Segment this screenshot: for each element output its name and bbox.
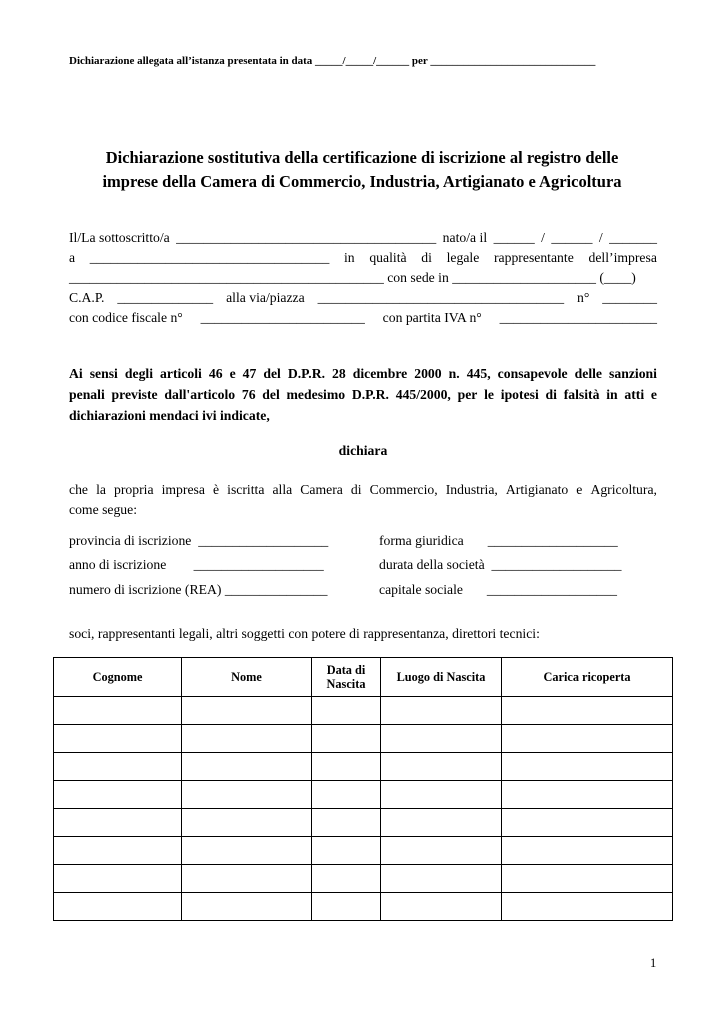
word: impresa	[161, 482, 205, 497]
reg-numero-rea: numero di iscrizione (REA) _______________	[69, 582, 328, 597]
word: propria	[114, 482, 154, 497]
table-row	[54, 781, 673, 809]
reg-anno: anno di iscrizione ___________________	[69, 557, 324, 572]
attachment-header: Dichiarazione allegata all’istanza presentata in data _____/_____/______ per ______________________________	[69, 55, 596, 67]
word: le	[484, 387, 495, 402]
word: sanzioni	[609, 366, 657, 381]
table-cell[interactable]	[182, 893, 312, 921]
word: con codice fiscale n°	[69, 310, 183, 325]
table-cell[interactable]	[381, 725, 502, 753]
table-cell[interactable]	[381, 781, 502, 809]
col-data-nascita-l2: Nascita	[326, 677, 366, 691]
table-cell[interactable]	[381, 837, 502, 865]
word: Artigianato	[505, 482, 569, 497]
legal-basis-line-2	[69, 387, 657, 403]
table-row	[54, 697, 673, 725]
word: ________________________	[200, 310, 365, 325]
word: articoli	[160, 366, 202, 381]
document-title-line-1: Dichiarazione sostitutiva della certificazione di iscrizione al registro delle	[105, 148, 619, 167]
table-cell[interactable]	[54, 809, 182, 837]
declarant-row-2	[69, 250, 657, 266]
word: _______________________	[499, 310, 657, 325]
word: ____________________________________	[317, 290, 565, 305]
word: 46	[208, 366, 223, 381]
word: Ai	[69, 366, 83, 381]
word: con partita IVA n°	[382, 310, 482, 325]
table-cell[interactable]	[312, 809, 381, 837]
table-cell[interactable]	[54, 893, 182, 921]
word: per	[457, 387, 478, 402]
word: delle	[574, 366, 603, 381]
word: dall'articolo	[164, 387, 236, 402]
statement-line-2: come segue:	[69, 502, 138, 517]
table-cell[interactable]	[312, 837, 381, 865]
table-cell[interactable]	[502, 865, 673, 893]
word: ipotesi	[500, 387, 539, 402]
word: di	[350, 482, 362, 497]
word: e	[576, 482, 583, 497]
table-row	[54, 893, 673, 921]
word: iscritta	[227, 482, 265, 497]
word: degli	[124, 366, 154, 381]
table-cell[interactable]	[182, 725, 312, 753]
reg-durata: durata della società ___________________	[379, 557, 622, 572]
table-cell[interactable]	[502, 697, 673, 725]
table-row	[54, 865, 673, 893]
word: del	[262, 387, 280, 402]
word: penali	[69, 387, 105, 402]
word: _______	[609, 230, 657, 245]
word: ______	[551, 230, 593, 245]
reg-capitale: capitale sociale ___________________	[379, 582, 617, 597]
word: Agricoltura,	[590, 482, 657, 497]
persons-table	[53, 657, 673, 921]
word: è	[213, 482, 220, 497]
word: 445/2000,	[395, 387, 451, 402]
word: Commercio,	[369, 482, 438, 497]
word: che	[69, 482, 88, 497]
table-cell[interactable]	[54, 781, 182, 809]
table-cell[interactable]	[54, 837, 182, 865]
table-cell[interactable]	[312, 893, 381, 921]
word: rappresentante	[493, 250, 574, 265]
table-cell[interactable]	[312, 865, 381, 893]
word: Camera	[300, 482, 343, 497]
word: alla	[272, 482, 293, 497]
table-cell[interactable]	[381, 753, 502, 781]
word: D.P.R.	[287, 366, 326, 381]
word: n.	[448, 366, 460, 381]
word: in	[343, 250, 355, 265]
word: Il/La sottoscritto/a	[69, 230, 170, 245]
word: a	[69, 250, 76, 265]
word: 445,	[466, 366, 491, 381]
word: alla via/piazza	[226, 290, 305, 305]
table-cell[interactable]	[381, 809, 502, 837]
word: /	[598, 230, 603, 245]
table-row	[54, 753, 673, 781]
persons-table-header-row	[54, 658, 673, 697]
table-cell[interactable]	[54, 753, 182, 781]
table-cell[interactable]	[381, 893, 502, 921]
word: ______	[493, 230, 535, 245]
word: e	[650, 387, 657, 402]
table-cell[interactable]	[502, 809, 673, 837]
word: dell’impresa	[588, 250, 657, 265]
word: nato/a il	[442, 230, 488, 245]
table-cell[interactable]	[182, 837, 312, 865]
col-nome: Nome	[182, 658, 312, 697]
word: /	[541, 230, 545, 245]
word: previste	[111, 387, 158, 402]
table-cell[interactable]	[502, 837, 673, 865]
word: n°	[576, 290, 590, 305]
word: D.P.R.	[351, 387, 389, 402]
word: di	[545, 387, 557, 402]
col-data-nascita	[312, 658, 381, 697]
word: 47	[242, 366, 257, 381]
table-row	[54, 837, 673, 865]
page-number: 1	[650, 956, 657, 970]
declarant-row-1	[69, 230, 657, 246]
word: C.A.P.	[69, 290, 105, 305]
word: 76	[241, 387, 256, 402]
declarant-row-5	[69, 310, 657, 326]
word: 28	[332, 366, 346, 381]
word: ______________	[117, 290, 214, 305]
table-row	[54, 725, 673, 753]
word: dicembre	[352, 366, 408, 381]
statement-line-1	[69, 482, 657, 498]
col-luogo-nascita: Luogo di Nascita	[381, 658, 502, 697]
word: ___________________________________	[89, 250, 330, 265]
table-cell[interactable]	[312, 697, 381, 725]
persons-intro: soci, rappresentanti legali, altri soggetti con potere di rappresentanza, direttori tecnici:	[69, 626, 540, 641]
table-cell[interactable]	[381, 865, 502, 893]
word: atti	[624, 387, 645, 402]
table-cell[interactable]	[182, 865, 312, 893]
table-cell[interactable]	[312, 753, 381, 781]
table-cell[interactable]	[502, 781, 673, 809]
table-cell[interactable]	[54, 725, 182, 753]
dichiara-heading: dichiara	[338, 443, 388, 458]
word: Industria,	[445, 482, 498, 497]
table-row	[54, 809, 673, 837]
legal-basis-line-3: dichiarazioni mendaci ivi indicate,	[69, 408, 270, 423]
word: sensi	[89, 366, 118, 381]
word: ______________________________________	[176, 230, 437, 245]
col-carica: Carica ricoperta	[502, 658, 673, 697]
word: la	[96, 482, 106, 497]
word: medesimo	[286, 387, 346, 402]
col-data-nascita-l1: Data di	[326, 663, 366, 677]
word: falsità	[563, 387, 600, 402]
table-cell[interactable]	[182, 809, 312, 837]
table-cell[interactable]	[54, 865, 182, 893]
table-cell[interactable]	[182, 697, 312, 725]
word: di	[421, 250, 432, 265]
table-cell[interactable]	[502, 893, 673, 921]
word: qualità	[369, 250, 407, 265]
table-cell[interactable]	[312, 725, 381, 753]
table-cell[interactable]	[54, 697, 182, 725]
table-cell[interactable]	[312, 781, 381, 809]
col-cognome: Cognome	[54, 658, 182, 697]
word: 2000	[414, 366, 442, 381]
declarant-row-3: ______________________________________________ con sede in _____________________ (____)	[69, 270, 636, 285]
word: e	[229, 366, 236, 381]
table-cell[interactable]	[182, 753, 312, 781]
table-cell[interactable]	[502, 753, 673, 781]
declarant-row-4	[69, 290, 657, 306]
word: del	[263, 366, 281, 381]
word: consapevole	[497, 366, 568, 381]
word: in	[606, 387, 618, 402]
document-title-line-2: imprese della Camera di Commercio, Industria, Artigianato e Agricoltura	[102, 172, 622, 191]
reg-forma-giuridica: forma giuridica ___________________	[379, 533, 618, 548]
table-cell[interactable]	[502, 725, 673, 753]
legal-basis-line-1	[69, 366, 657, 382]
reg-provincia: provincia di iscrizione ___________________	[69, 533, 329, 548]
word: ________	[602, 290, 657, 305]
table-cell[interactable]	[182, 781, 312, 809]
word: legale	[446, 250, 480, 265]
table-cell[interactable]	[381, 697, 502, 725]
